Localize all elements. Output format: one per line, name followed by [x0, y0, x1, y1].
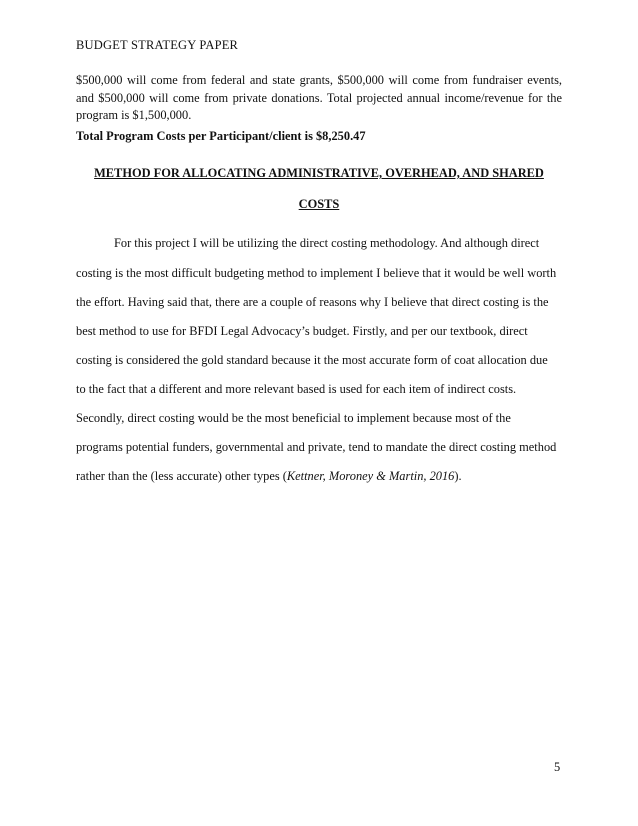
- page-number: 5: [554, 760, 561, 774]
- body-line: to the fact that a different and more relevant based is used for each item of indirect costs.: [76, 382, 517, 396]
- body-line: For this project I will be utilizing the direct costing methodology. And although direct: [114, 236, 540, 250]
- running-head: BUDGET STRATEGY PAPER: [76, 38, 239, 52]
- intro-paragraph: $500,000 will come from federal and state grants, $500,000 will come from fundraiser events, and $500,000 will come from private donations. Total projected annual income/revenue for the program is $1,500,000.: [76, 73, 562, 122]
- section-heading: METHOD FOR ALLOCATING ADMINISTRATIVE, OVERHEAD, AND SHARED: [94, 166, 544, 180]
- section-heading-continued: COSTS: [298, 197, 340, 211]
- body-line-last-prefix: rather than the (less accurate) other types (: [76, 469, 287, 483]
- body-line: Secondly, direct costing would be the most beneficial to implement because most of the: [76, 411, 511, 425]
- citation: Kettner, Moroney & Martin, 2016: [286, 469, 455, 483]
- body-line: programs potential funders, governmental and private, tend to mandate the direct costing method: [76, 440, 557, 454]
- body-line: costing is considered the gold standard because it the most accurate form of coat allocation due: [76, 353, 548, 367]
- body-line-last: [76, 469, 462, 484]
- body-line: the effort. Having said that, there are a couple of reasons why I believe that direct costing is the: [76, 295, 549, 309]
- body-line: costing is the most difficult budgeting method to implement I believe that it would be well worth: [76, 266, 557, 280]
- body-line: best method to use for BFDI Legal Advocacy’s budget. Firstly, and per our textbook, direct: [76, 324, 528, 338]
- total-program-costs: Total Program Costs per Participant/client is $8,250.47: [76, 129, 366, 143]
- body-line-last-suffix: ).: [454, 469, 462, 483]
